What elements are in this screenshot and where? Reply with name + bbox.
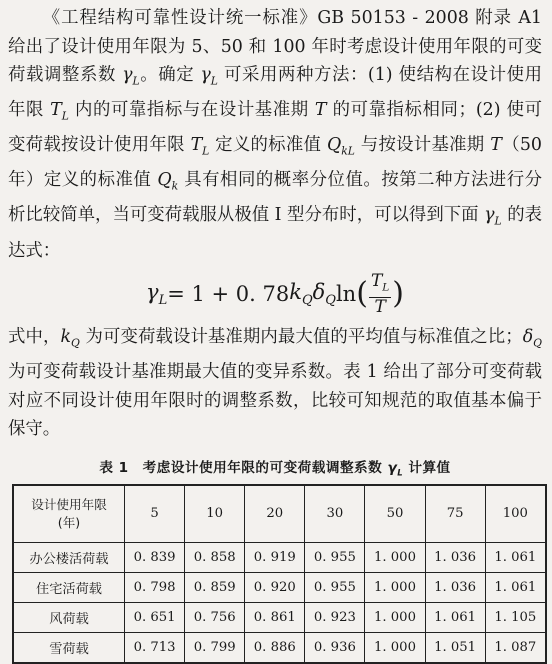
- table-cell: 1. 000: [365, 542, 425, 572]
- row-header-cell: 设计使用年限 (年): [13, 485, 125, 543]
- table-cell: 0. 955: [305, 542, 365, 572]
- year-header: 100: [485, 485, 546, 543]
- row-label: 办公楼活荷载: [13, 542, 125, 572]
- table-cell: 0. 919: [245, 542, 305, 572]
- year-header: 10: [185, 485, 245, 543]
- formula-numerator: $T_L$: [370, 271, 390, 294]
- year-header: 5: [125, 485, 185, 543]
- symbol-q-k: $Q_k$: [157, 170, 179, 193]
- symbol-gamma-l: $\gamma_L$: [387, 459, 404, 478]
- symbol-t-l: $T_L$: [50, 100, 69, 123]
- formula-denominator: T: [374, 296, 386, 317]
- table-cell: 1. 087: [485, 632, 546, 663]
- table-title: 考虑设计使用年限的可变荷载调整系数: [142, 459, 388, 476]
- symbol-gamma-l: $\gamma_L$: [484, 205, 502, 228]
- text-run: 式中，: [8, 327, 61, 348]
- table-header-row: [13, 485, 546, 543]
- table-title-tail: 计算值: [403, 459, 451, 476]
- table-cell: 0. 861: [245, 602, 305, 632]
- text-run: 与按设计基准期: [354, 135, 491, 156]
- table-cell: 0. 936: [305, 632, 365, 663]
- row-label: 雪荷载: [13, 632, 125, 663]
- table-cell: 1. 000: [365, 572, 425, 602]
- symbol-gamma-l: $\gamma_L$: [200, 65, 218, 88]
- formula-gamma-l: [8, 265, 542, 323]
- text-run: 可采用两种方法：(1) 使结构在设计使用年限: [8, 65, 542, 121]
- symbol-t-l: $T_L$: [190, 135, 210, 158]
- formula-mid: = 1 + 0. 78: [167, 282, 290, 307]
- table-cell: 0. 920: [245, 572, 305, 602]
- table-cell: 0. 858: [185, 542, 245, 572]
- table-number: 表 1: [99, 459, 129, 476]
- table-cell: 0. 886: [245, 632, 305, 663]
- table-cell: 1. 000: [365, 632, 425, 663]
- year-header: 20: [245, 485, 305, 543]
- text-run: 为可变荷载设计基准期最大值的变异系数。表 1 给出了部分可变荷载对应不同设计使用年限时的调整系数，比较可知规范的取值基本偏于保守。: [8, 362, 542, 440]
- text-run: 。确定: [139, 65, 201, 86]
- formula-delta-q: $\delta_Q$: [312, 280, 336, 309]
- text-run: 定义的标准值: [209, 135, 327, 156]
- text-run: 为可变荷载设计基准期内最大值的平均值与标准值之比；: [79, 327, 523, 348]
- table-cell: 0. 859: [185, 572, 245, 602]
- row-label: 风荷载: [13, 602, 125, 632]
- formula-paren-open: (: [356, 276, 368, 312]
- paragraph-intro: [8, 4, 542, 265]
- table-cell: 1. 036: [425, 542, 485, 572]
- text-run: 具有相同的概率分位值。按第二种方法进行分析比较简单，当可变荷载服从极值 I 型分布时，可以得到下面: [8, 170, 542, 226]
- symbol-delta-q: $\delta_Q$: [522, 327, 542, 350]
- table-cell: 1. 051: [425, 632, 485, 663]
- year-header: 75: [425, 485, 485, 543]
- formula-lhs: $\gamma_L$: [146, 280, 168, 309]
- table-cell: 0. 713: [125, 632, 185, 663]
- table-cell: 0. 923: [305, 602, 365, 632]
- formula-paren-close: ): [392, 276, 404, 312]
- year-header: 30: [305, 485, 365, 543]
- table-row: [13, 572, 546, 602]
- table-cell: 0. 798: [125, 572, 185, 602]
- adjustment-factor-table: [12, 484, 547, 664]
- text-run: 的可靠指标相同；(2) 使可变荷载按设计使用年限: [8, 100, 542, 156]
- table-cell: 1. 105: [485, 602, 546, 632]
- table-row: [13, 632, 546, 663]
- paragraph-explanation: [8, 323, 542, 444]
- table-cell: 1. 000: [365, 602, 425, 632]
- text-run: 内的可靠指标与在设计基准期: [68, 100, 315, 121]
- table-caption: [8, 456, 542, 478]
- table-cell: 0. 756: [185, 602, 245, 632]
- table-cell: 1. 036: [425, 572, 485, 602]
- table-cell: 1. 061: [485, 572, 546, 602]
- table-cell: 0. 799: [185, 632, 245, 663]
- table-cell: 1. 061: [485, 542, 546, 572]
- table-cell: 1. 061: [425, 602, 485, 632]
- symbol-q-kl: $Q_{kL}$: [327, 135, 355, 158]
- symbol-t: T: [490, 135, 502, 156]
- formula-fraction: [369, 272, 391, 315]
- symbol-t: T: [314, 100, 327, 121]
- text-run: 《工程结构可靠性设计统一标准》GB 50153 - 2008 附录 A1 给出了设计使用年限为 5、50 和 100 年时考虑设计使用年限的可变荷载调整系数: [8, 8, 542, 86]
- table-cell: 0. 955: [305, 572, 365, 602]
- text-run: （50 年）定义的标准值: [8, 135, 542, 191]
- table-row: [13, 542, 546, 572]
- formula-ln: ln: [335, 282, 357, 307]
- symbol-k-q: $k_Q$: [60, 327, 80, 350]
- row-label: 住宅活荷载: [13, 572, 125, 602]
- table-cell: 0. 651: [125, 602, 185, 632]
- table-cell: 0. 839: [125, 542, 185, 572]
- symbol-gamma-l: $\gamma_L$: [122, 65, 140, 88]
- formula-k-q: $k_Q$: [289, 280, 313, 309]
- text-run: 的表达式：: [8, 205, 542, 261]
- year-header: 50: [365, 485, 425, 543]
